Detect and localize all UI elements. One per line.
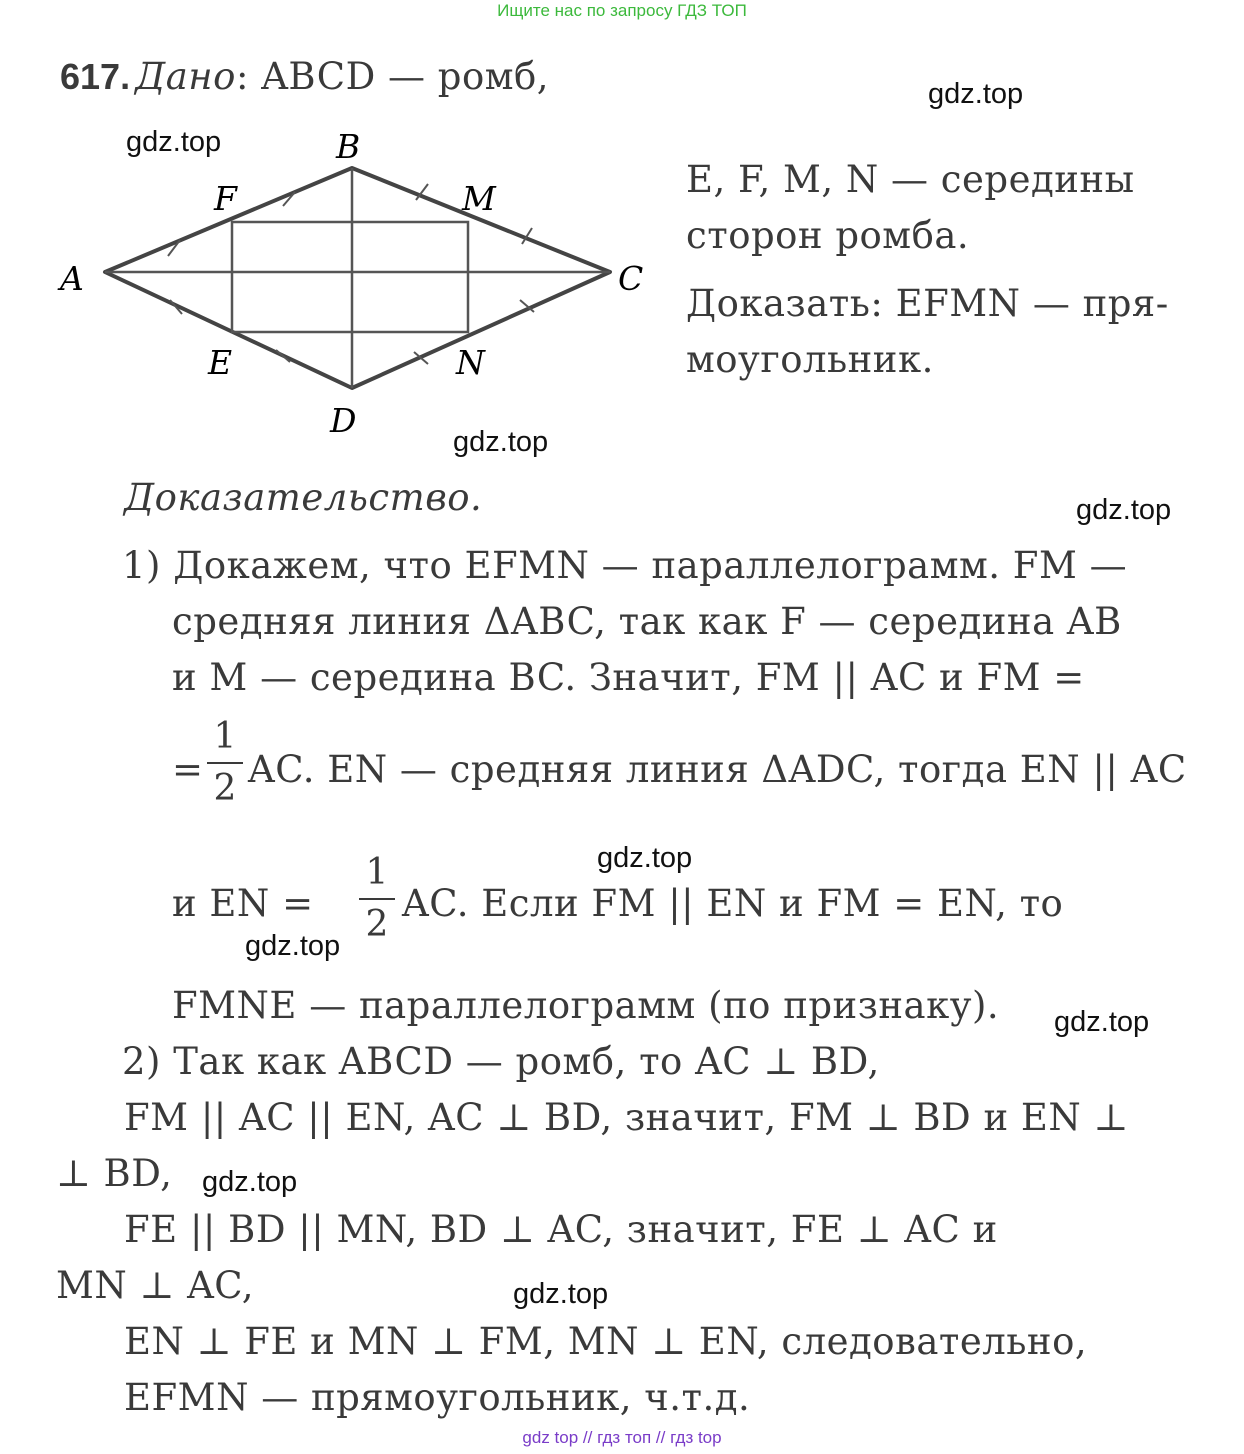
label-n: N bbox=[456, 343, 485, 382]
proof-title: Доказательство. bbox=[124, 476, 483, 519]
given-label: Дано bbox=[135, 55, 236, 98]
proof-line-2: средняя линия ΔABC, так как F — середина AB bbox=[172, 600, 1122, 643]
proof-line-4: AC. EN — средняя линия ΔADC, тогда EN || AC bbox=[248, 748, 1187, 791]
fraction-one-half bbox=[357, 852, 397, 952]
given-line-1: : ABCD — ромб, bbox=[235, 55, 550, 98]
problem-number: 617. bbox=[60, 56, 131, 97]
fraction-denominator: 2 bbox=[365, 904, 389, 945]
watermark: gdz.top bbox=[597, 842, 693, 874]
proof-line-9: ⊥ BD, bbox=[56, 1152, 173, 1195]
watermark: gdz.top bbox=[928, 78, 1024, 110]
proof-line-5: AC. Если FM || EN и FM = EN, то bbox=[402, 882, 1064, 925]
given-line-2: E, F, M, N — середины bbox=[686, 158, 1135, 201]
prove-line-1: Доказать: EFMN — пря- bbox=[686, 282, 1169, 325]
fraction-bar bbox=[359, 898, 395, 900]
given-line-3: сторон ромба. bbox=[686, 214, 970, 257]
label-c: C bbox=[618, 259, 644, 298]
watermark: gdz.top bbox=[202, 1166, 298, 1198]
top-banner[interactable]: Ищите нас по запросу ГДЗ ТОП bbox=[497, 1, 747, 20]
proof-line-13: EFMN — прямоугольник, ч.т.д. bbox=[124, 1376, 751, 1419]
watermark: gdz.top bbox=[453, 426, 549, 458]
label-f: F bbox=[214, 179, 237, 218]
label-b: B bbox=[336, 127, 361, 166]
proof-line-6: FMNE — параллелограмм (по признаку). bbox=[172, 984, 1000, 1027]
proof-line-10: FE || BD || MN, BD ⊥ AC, значит, FE ⊥ AC и bbox=[124, 1208, 998, 1251]
proof-line-4-prefix: = bbox=[172, 748, 204, 791]
fraction-denominator: 2 bbox=[213, 768, 237, 809]
label-e: E bbox=[208, 343, 233, 382]
watermark: gdz.top bbox=[245, 930, 341, 962]
watermark: gdz.top bbox=[1054, 1006, 1150, 1038]
footer-links[interactable]: gdz top // гдз топ // гдз top bbox=[522, 1428, 722, 1447]
fraction-numerator: 1 bbox=[365, 852, 389, 893]
prove-line-2: моугольник. bbox=[686, 338, 934, 381]
proof-line-5-prefix: и EN = bbox=[172, 882, 314, 925]
proof-line-11: MN ⊥ AC, bbox=[56, 1264, 255, 1307]
label-a: A bbox=[60, 259, 84, 298]
proof-line-12: EN ⊥ FE и MN ⊥ FM, MN ⊥ EN, следовательно, bbox=[124, 1320, 1088, 1363]
fraction-bar bbox=[207, 762, 243, 764]
watermark: gdz.top bbox=[1076, 494, 1172, 526]
label-m: M bbox=[462, 179, 496, 218]
rectangle-efmn bbox=[232, 222, 468, 332]
label-d: D bbox=[330, 401, 357, 440]
proof-line-8: FM || AC || EN, AC ⊥ BD, значит, FM ⊥ BD и EN ⊥ bbox=[124, 1096, 1129, 1139]
watermark: gdz.top bbox=[126, 126, 222, 158]
proof-line-7: 2) Так как ABCD — ромб, то AC ⊥ BD, bbox=[122, 1040, 880, 1083]
fraction-numerator: 1 bbox=[213, 716, 237, 757]
proof-line-1: 1) Докажем, что EFMN — параллелограмм. FM — bbox=[122, 544, 1128, 587]
rhombus-abcd bbox=[105, 168, 610, 388]
watermark: gdz.top bbox=[513, 1278, 609, 1310]
rhombus-diagram bbox=[0, 0, 680, 460]
fraction-one-half bbox=[205, 716, 245, 816]
proof-line-3: и M — середина BC. Значит, FM || AC и FM = bbox=[172, 656, 1085, 699]
